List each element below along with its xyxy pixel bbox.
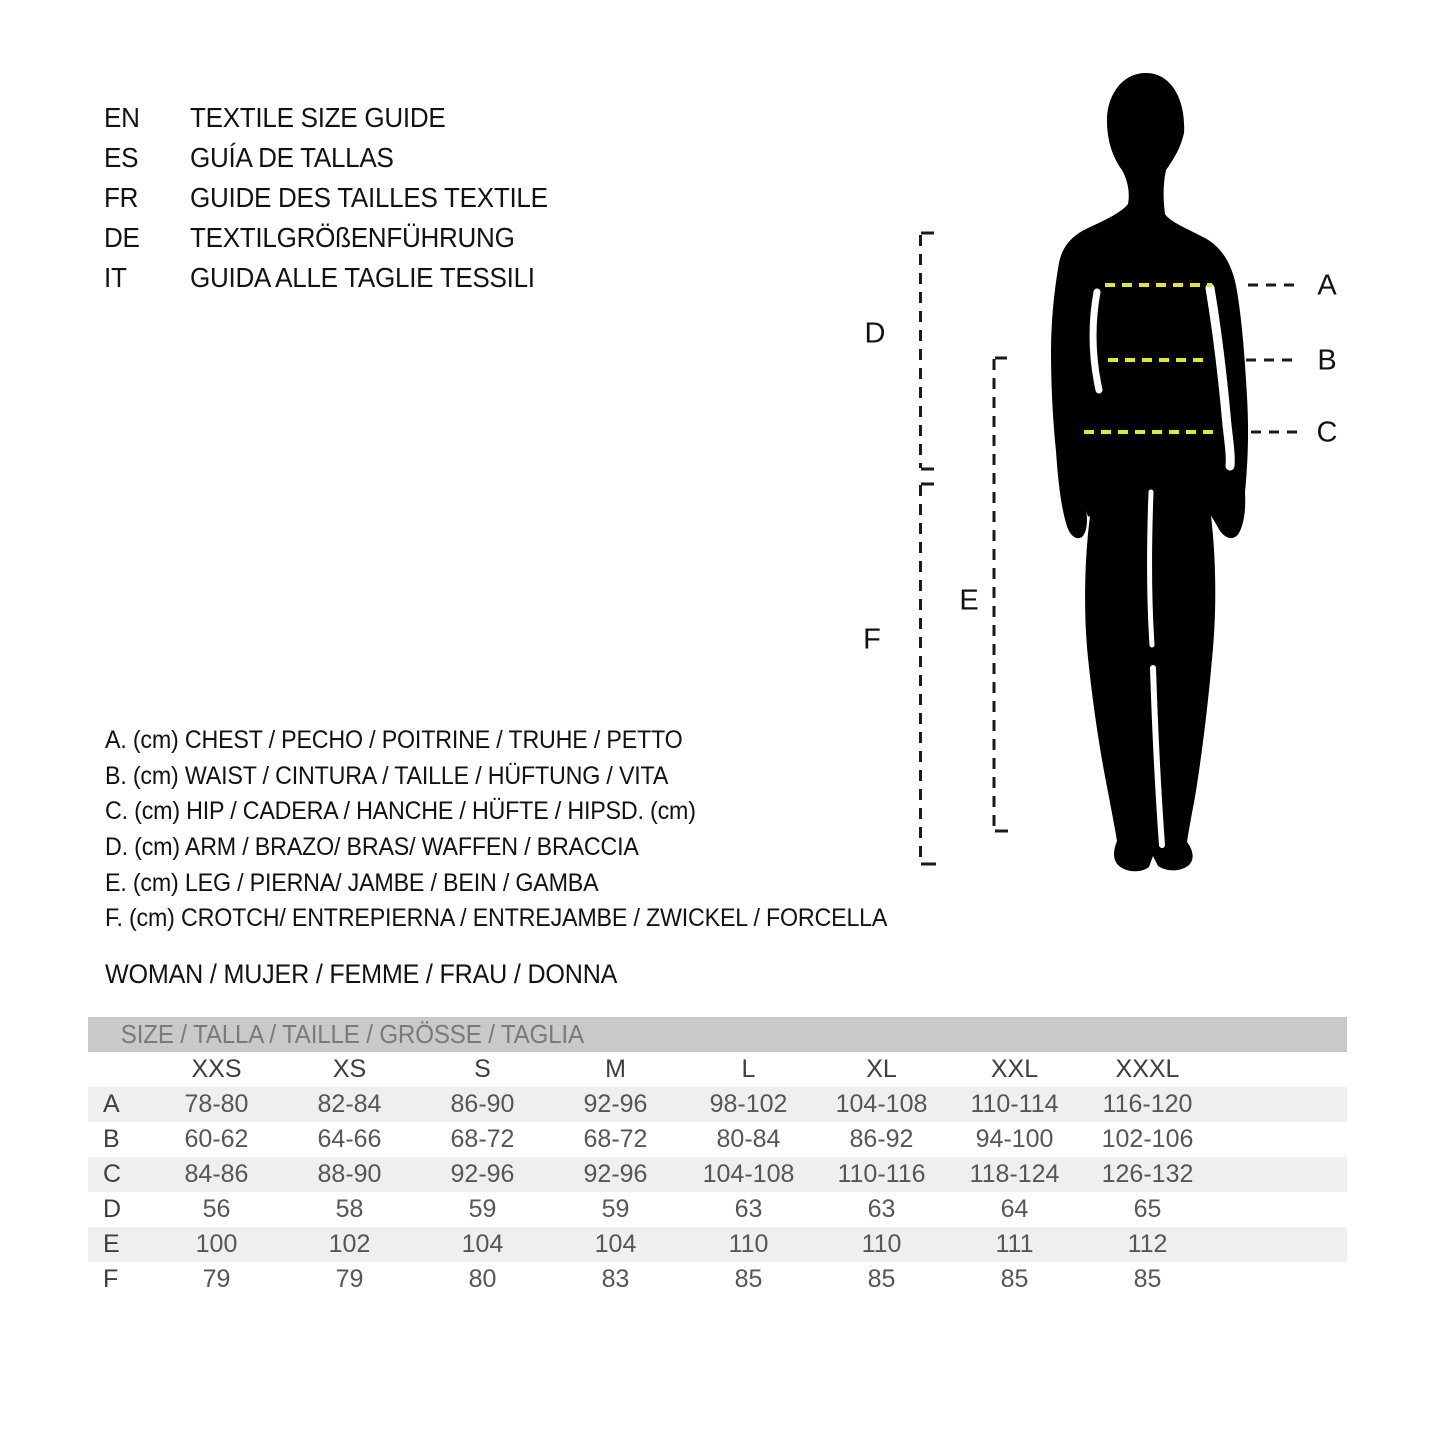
value-cell-f-xl: 85 xyxy=(867,1265,896,1293)
language-title: GUÍA DE TALLAS xyxy=(190,142,394,173)
size-column-header-xl: XL xyxy=(866,1055,897,1083)
leg-gap-upper xyxy=(1150,492,1152,645)
language-row-en xyxy=(104,98,575,138)
value-cell-a-xxl: 110-114 xyxy=(970,1090,1059,1118)
woman-silhouette xyxy=(1051,73,1248,871)
measurement-legend xyxy=(105,723,946,937)
value-cell-a-xxs: 78-80 xyxy=(184,1090,249,1118)
size-header-row xyxy=(88,1052,1347,1087)
size-column-header-l: L xyxy=(741,1055,756,1083)
table-row-d xyxy=(88,1192,1347,1227)
value-cell-f-xxl: 85 xyxy=(1000,1265,1029,1293)
value-cell-b-m: 68-72 xyxy=(583,1125,648,1153)
value-cell-e-xxs: 100 xyxy=(195,1230,238,1258)
value-cell-a-xs: 82-84 xyxy=(317,1090,382,1118)
value-cell-c-xxs: 84-86 xyxy=(184,1160,249,1188)
size-column-header-xs: XS xyxy=(332,1055,367,1083)
row-label-f: F xyxy=(103,1265,119,1293)
table-row-f xyxy=(88,1262,1347,1297)
value-cell-c-xxl: 118-124 xyxy=(969,1160,1060,1188)
value-cell-f-m: 83 xyxy=(601,1265,630,1293)
language-title: GUIDE DES TAILLES TEXTILE xyxy=(190,182,548,213)
value-cell-a-l: 98-102 xyxy=(709,1090,788,1118)
legend-line-e xyxy=(105,865,946,901)
legend-line-text: F. (cm) CROTCH/ ENTREPIERNA / ENTREJAMBE / ZWICKEL / FORCELLA xyxy=(105,904,888,933)
size-column-header-s: S xyxy=(474,1055,491,1083)
value-cell-a-xl: 104-108 xyxy=(835,1090,928,1118)
value-cell-e-xl: 110 xyxy=(861,1230,902,1258)
value-cell-e-xxxl: 112 xyxy=(1127,1230,1168,1258)
language-title: TEXTILE SIZE GUIDE xyxy=(190,102,446,133)
row-trailing-cell xyxy=(1214,1262,1347,1297)
language-title-list xyxy=(104,98,575,298)
table-row-c xyxy=(88,1157,1347,1192)
value-cell-d-l: 63 xyxy=(734,1195,763,1223)
value-cell-d-xxs: 56 xyxy=(202,1195,231,1223)
value-cell-e-xxl: 111 xyxy=(995,1230,1034,1258)
value-cell-b-xs: 64-66 xyxy=(317,1125,382,1153)
value-cell-a-m: 92-96 xyxy=(583,1090,648,1118)
language-title: TEXTILGRÖßENFÜHRUNG xyxy=(190,222,515,253)
legend-line-text: A. (cm) CHEST / PECHO / POITRINE / TRUHE / PETTO xyxy=(105,726,683,755)
value-cell-f-l: 85 xyxy=(734,1265,763,1293)
row-trailing-cell xyxy=(1214,1227,1347,1262)
value-cell-d-s: 59 xyxy=(468,1195,497,1223)
language-row-fr xyxy=(104,178,575,218)
value-cell-f-xxs: 79 xyxy=(202,1265,231,1293)
row-trailing-cell xyxy=(1214,1192,1347,1227)
value-cell-a-s: 86-90 xyxy=(450,1090,515,1118)
value-cell-a-xxxl: 116-120 xyxy=(1102,1090,1193,1118)
legend-line-a xyxy=(105,723,946,759)
value-cell-f-xs: 79 xyxy=(335,1265,364,1293)
size-header-empty-cell xyxy=(88,1052,150,1087)
size-column-header-xxxl: XXXL xyxy=(1115,1055,1180,1083)
measure-label-e: E xyxy=(959,584,979,617)
value-cell-c-l: 104-108 xyxy=(702,1160,795,1188)
legend-line-text: C. (cm) HIP / CADERA / HANCHE / HÜFTE / HIPSD. (cm) xyxy=(105,797,696,826)
language-code: DE xyxy=(104,222,140,253)
measure-label-b: B xyxy=(1317,344,1337,377)
table-row-e xyxy=(88,1227,1347,1262)
size-table xyxy=(88,1017,1347,1297)
measure-label-a: A xyxy=(1317,269,1337,302)
language-code: ES xyxy=(104,142,139,173)
legend-line-text: E. (cm) LEG / PIERNA/ JAMBE / BEIN / GAMBA xyxy=(105,868,599,897)
row-label-a: A xyxy=(103,1090,120,1118)
legend-line-c xyxy=(105,794,946,830)
value-cell-d-xxl: 64 xyxy=(1000,1195,1029,1223)
language-title: GUIDA ALLE TAGLIE TESSILI xyxy=(190,262,535,293)
value-cell-e-m: 104 xyxy=(594,1230,637,1258)
value-cell-b-s: 68-72 xyxy=(450,1125,515,1153)
value-cell-b-xxxl: 102-106 xyxy=(1101,1125,1194,1153)
value-cell-c-xl: 110-116 xyxy=(837,1160,926,1188)
measure-label-c: C xyxy=(1316,416,1338,449)
row-trailing-cell xyxy=(1214,1157,1347,1192)
value-cell-d-xl: 63 xyxy=(867,1195,896,1223)
value-cell-d-m: 59 xyxy=(601,1195,630,1223)
language-code: IT xyxy=(104,262,127,293)
measure-label-d: D xyxy=(864,317,886,350)
value-cell-e-xs: 102 xyxy=(328,1230,371,1258)
size-header-trailing-cell xyxy=(1214,1052,1347,1087)
legend-line-f xyxy=(105,901,946,937)
value-cell-b-l: 80-84 xyxy=(716,1125,781,1153)
size-column-header-m: M xyxy=(605,1055,626,1083)
value-cell-e-l: 110 xyxy=(728,1230,769,1258)
section-title-text: WOMAN / MUJER / FEMME / FRAU / DONNA xyxy=(105,959,618,989)
value-cell-b-xxs: 60-62 xyxy=(184,1125,249,1153)
size-column-header-xxs: XXS xyxy=(191,1055,242,1083)
row-trailing-cell xyxy=(1214,1087,1347,1122)
size-table-grid xyxy=(88,1052,1347,1297)
legend-line-b xyxy=(105,759,946,795)
table-row-b xyxy=(88,1122,1347,1157)
value-cell-e-s: 104 xyxy=(461,1230,504,1258)
section-title xyxy=(105,959,656,990)
row-label-b: B xyxy=(103,1125,120,1153)
legend-line-d xyxy=(105,830,946,866)
value-cell-b-xxl: 94-100 xyxy=(975,1125,1054,1153)
value-cell-c-m: 92-96 xyxy=(583,1160,648,1188)
size-column-header-xxl: XXL xyxy=(990,1055,1039,1083)
legend-line-text: D. (cm) ARM / BRAZO/ BRAS/ WAFFEN / BRACCIA xyxy=(105,833,639,862)
value-cell-c-xxxl: 126-132 xyxy=(1101,1160,1194,1188)
language-code: EN xyxy=(104,102,140,133)
language-row-es xyxy=(104,138,575,178)
value-cell-c-s: 92-96 xyxy=(450,1160,515,1188)
size-table-header-band xyxy=(88,1017,1347,1052)
row-trailing-cell xyxy=(1214,1122,1347,1157)
value-cell-c-xs: 88-90 xyxy=(317,1160,382,1188)
value-cell-d-xxxl: 65 xyxy=(1133,1195,1162,1223)
row-label-d: D xyxy=(103,1195,122,1223)
row-label-e: E xyxy=(103,1230,120,1258)
size-table-header-text: SIZE / TALLA / TAILLE / GRÖSSE / TAGLIA xyxy=(120,1019,584,1049)
value-cell-b-xl: 86-92 xyxy=(849,1125,914,1153)
language-row-it xyxy=(104,258,575,298)
language-row-de xyxy=(104,218,575,258)
value-cell-d-xs: 58 xyxy=(335,1195,364,1223)
language-code: FR xyxy=(104,182,139,213)
table-row-a xyxy=(88,1087,1347,1122)
legend-line-text: B. (cm) WAIST / CINTURA / TAILLE / HÜFTUNG / VITA xyxy=(105,761,669,790)
row-label-c: C xyxy=(103,1160,122,1188)
measure-label-f: F xyxy=(863,623,881,656)
value-cell-f-xxxl: 85 xyxy=(1133,1265,1162,1293)
value-cell-f-s: 80 xyxy=(468,1265,497,1293)
